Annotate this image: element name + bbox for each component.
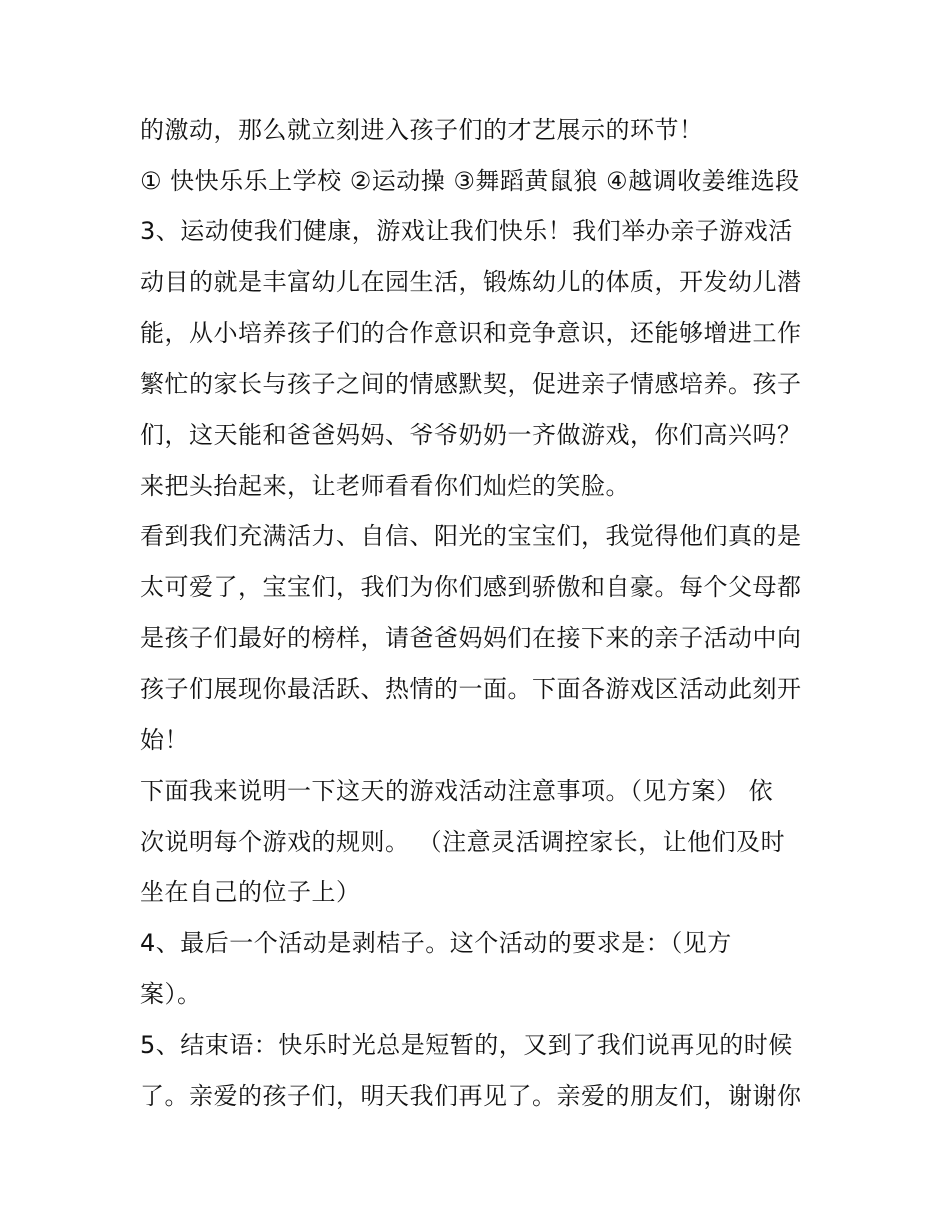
text-line: 繁忙的家长与孩子之间的情感默契，促进亲子情感培养。孩子 [140, 370, 802, 398]
text-line: 们，这天能和爸爸妈妈、爷爷奶奶一齐做游戏，你们高兴吗？ [140, 421, 802, 449]
text-line: ① 快快乐乐上学校 ②运动操 ③舞蹈黄鼠狼 ④越调收姜维选段 [140, 167, 800, 195]
text-line: 下面我来说明一下这天的游戏活动注意事项。（见方案） 依 [140, 777, 774, 805]
text-line: 太可爱了，宝宝们，我们为你们感到骄傲和自豪。每个父母都 [140, 573, 802, 601]
text-line: 孩子们展现你最活跃、热情的一面。下面各游戏区活动此刻开 [140, 675, 802, 703]
text-line: 的激动，那么就立刻进入孩子们的才艺展示的环节！ [140, 116, 704, 144]
text-line: 来把头抬起来，让老师看看你们灿烂的笑脸。 [140, 472, 630, 500]
text-line: 始！ [140, 726, 189, 754]
text-line: 看到我们充满活力、自信、阳光的宝宝们，我觉得他们真的是 [140, 522, 802, 550]
text-line: 坐在自己的位子上） [140, 878, 361, 906]
text-line: 动目的就是丰富幼儿在园生活，锻炼幼儿的体质，开发幼儿潜 [140, 268, 802, 296]
text-line: 案）。 [140, 980, 202, 1008]
text-line: 5、结束语：快乐时光总是短暂的，又到了我们说再见的时候 [140, 1031, 793, 1059]
text-line: 是孩子们最好的榜样，请爸爸妈妈们在接下来的亲子活动中向 [140, 624, 802, 652]
text-line: 能，从小培养孩子们的合作意识和竞争意识，还能够增进工作 [140, 319, 802, 347]
text-line: 次说明每个游戏的规则。 （注意灵活调控家长，让他们及时 [140, 828, 786, 856]
text-line: 3、运动使我们健康，游戏让我们快乐！我们举办亲子游戏活 [140, 217, 793, 245]
text-line: 4、最后一个活动是剥桔子。这个活动的要求是：（见方 [140, 929, 732, 957]
text-line: 了。亲爱的孩子们，明天我们再见了。亲爱的朋友们，谢谢你 [140, 1082, 802, 1110]
